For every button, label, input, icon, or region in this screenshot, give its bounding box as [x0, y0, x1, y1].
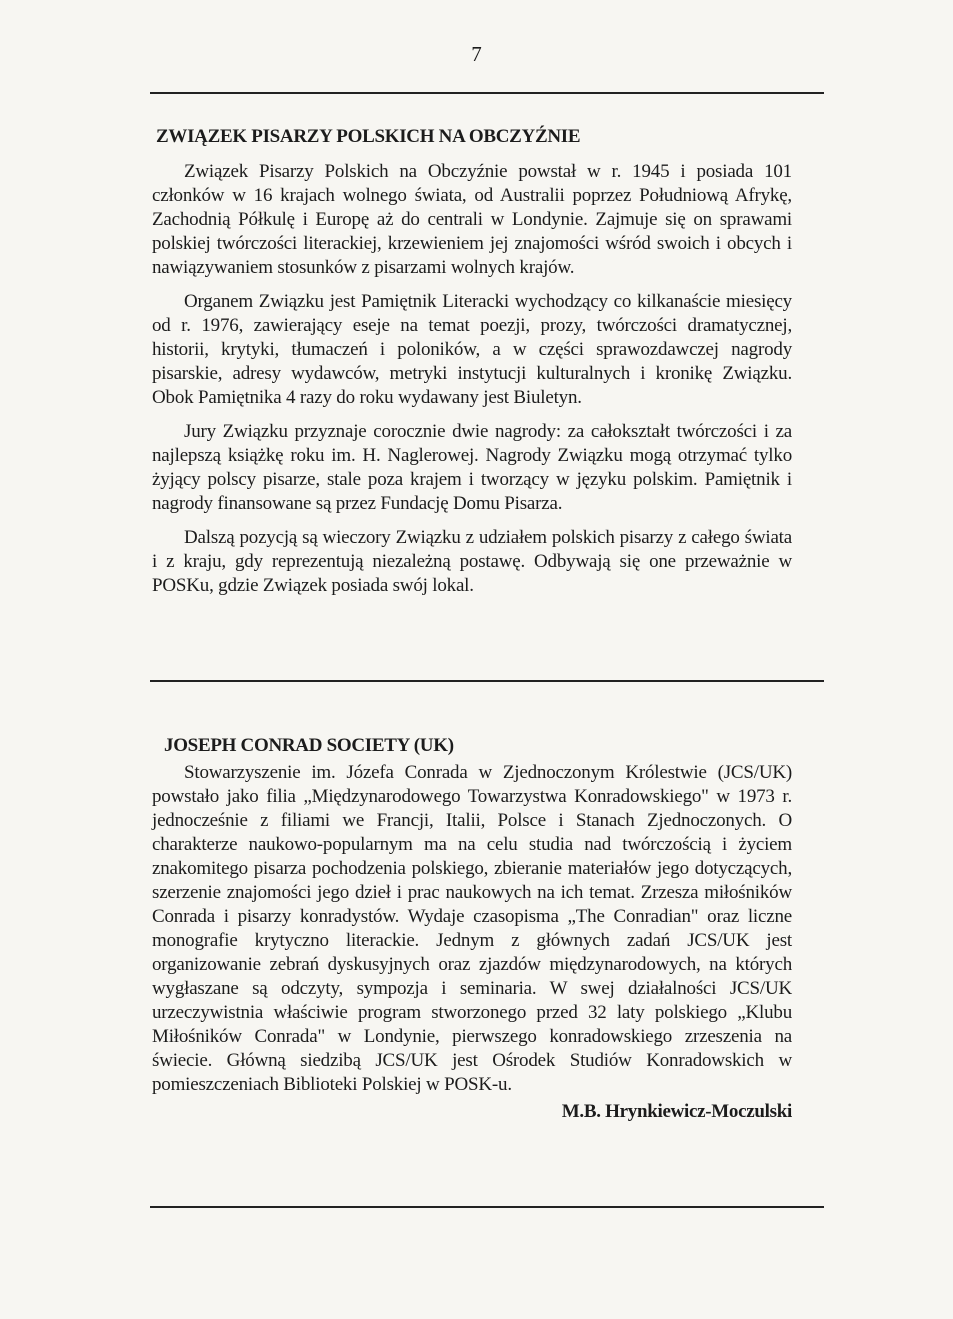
section-heading: ZWIĄZEK PISARZY POLSKICH NA OBCZYŹNIE	[156, 126, 581, 147]
bottom-divider	[150, 1206, 824, 1208]
top-divider	[150, 92, 824, 94]
paragraph: Jury Związku przyznaje corocznie dwie nagrody: za całokształt twórczości i za najlepszą książkę roku im. H. Naglerowej. Nagrody Związku mogą otrzymać tylko żyjący polscy pisarze, stale poza krajem i tworzący w języku polskim. Pamiętnik i nagrody finansowane są przez Fundację Domu Pisarza.	[152, 421, 792, 514]
paragraph: Stowarzyszenie im. Józefa Conrada w Zjednoczonym Królestwie (JCS/UK) powstało jako filia „Międzynarodowego Towarzystwa Konradowskiego" w 1973 r. jednocześnie z filiami we Francji, Italii, Polsce i Stanach Zjednoczonych. O charakterze naukowo-popularnym ma na celu studia nad twórczością i życiem znakomitego pisarza pochodzenia polskiego, zbieranie materiałów jego dotyczących, szerzenie znajomości jego dzieł i prac naukowych na ich temat. Zrzesza miłośników Conrada i pisarzy konradystów. Wydaje czasopisma „The Conradian" oraz liczne monografie krytyczno literackie. Jednym z głównych zadań JCS/UK jest organizowanie zebrań dyskusyjnych oraz zjazdów międzynarodowych, na których wygłaszane są odczyty, sympozja i seminaria. W swej działalności JCS/UK urzeczywistnia właściwie program stworzonego przed 32 laty polskiego „Klubu Miłośników Conrada" w Londynie, pierwszego konradowskiego zrzeszenia na świecie. Główną siedzibą JCS/UK jest Ośrodek Studiów Konradowskich w pomieszczeniach Biblioteki Polskiej w POSK-u.	[152, 762, 792, 1095]
paragraph: Organem Związku jest Pamiętnik Literacki wychodzący co kilkanaście miesięcy od r. 1976, zawierający eseje na temat poezji, prozy, twórczości dramatycznej, historii, krytyki, tłumaczeń i poloników, a w części sprawozdawczej nagrody pisarskie, adresy wydawców, metryki instytucji kulturalnych i kronikę Związku. Obok Pamiętnika 4 razy do roku wydawany jest Biuletyn.	[152, 291, 792, 408]
section-zwiazek-pisarzy	[152, 126, 792, 598]
paragraph: Związek Pisarzy Polskich na Obczyźnie powstał w r. 1945 i posiada 101 członków w 16 krajach wolnego świata, od Australii poprzez Południową Afrykę, Zachodnią Półkulę i Europę aż do centrali w Londynie. Zajmuje się on sprawami polskiej twórczości literackiej, krzewieniem jej znajomości wśród swoich i obcych i nawiązywaniem stosunków z pisarzami wolnych krajów.	[152, 161, 792, 278]
section-heading: JOSEPH CONRAD SOCIETY (UK)	[164, 735, 454, 756]
page-number: 7	[471, 42, 482, 66]
section-joseph-conrad-society	[152, 735, 792, 1123]
section-divider	[150, 680, 824, 682]
author-signature: M.B. Hrynkiewicz-Moczulski	[561, 1101, 792, 1122]
paragraph: Dalszą pozycją są wieczory Związku z udziałem polskich pisarzy z całego świata i z kraju, gdy reprezentują niezależną postawę. Odbywają się one przeważnie w POSKu, gdzie Związek posiada swój lokal.	[152, 527, 792, 596]
